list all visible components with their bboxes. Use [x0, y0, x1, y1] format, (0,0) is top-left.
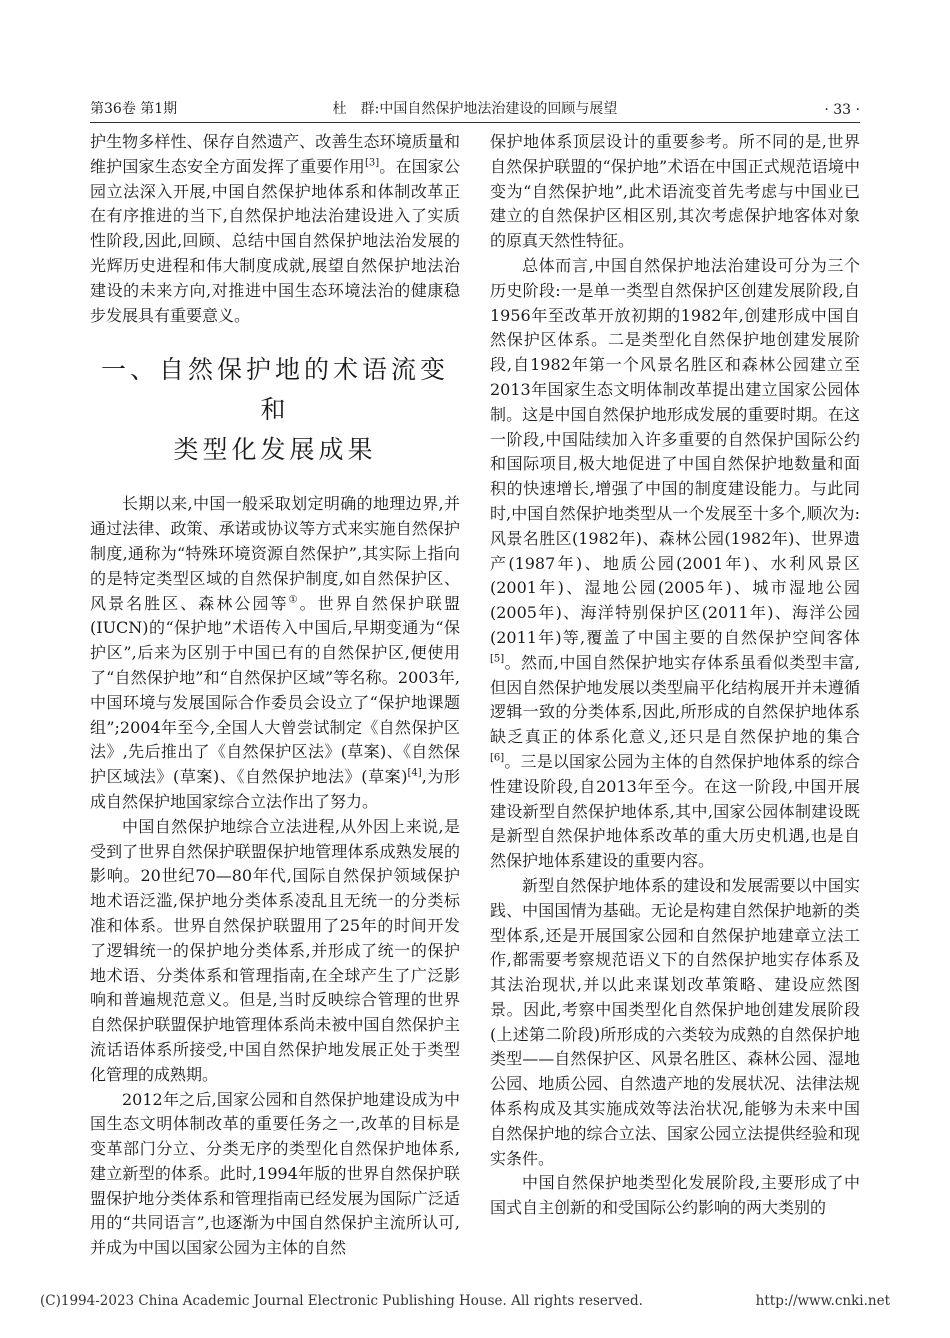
body-paragraph: 保护地体系顶层设计的重要参考。所不同的是,世界自然保护联盟的“保护地”术语在中国正式规范语境中变为“自然保护地”,此术语流变首先考虑与中国业已建立的自然保护区相区别,其次考虑保护地客体对象的原真天然性特征。 — [490, 132, 860, 251]
intro-paragraph: 护生物多样性、保存自然遗产、改善生态环境质量和维护国家生态安全方面发挥了重要作用[3]。在国家公园立法深入开展,中国自然保护地体系和体制改革正在有序推进的当下,自然保护地法治建设进入了实质性阶段,因此,回顾、总结中国自然保护地法治发展的光辉历史进程和伟大制度成就,展望自然保护地法治建设的未来方向,对推进中国生态环境法治的健康稳步发展具有重要意义。 — [90, 132, 460, 325]
body-paragraph: 中国自然保护地综合立法进程,从外因上来说,是受到了世界自然保护联盟保护地管理体系成熟发展的影响。20世纪70—80年代,国际自然保护领域保护地术语泛滥,保护地分类体系凌乱且无统一的分类标准和体系。世界自然保护联盟用了25年的时间开发了逻辑统一的保护地分类体系,并形成了统一的保护地术语、分类体系和管理指南,在全球产生了广泛影响和普遍规范意义。但是,当时反映综合管理的世界自然保护联盟保护地管理体系尚未被中国自然保护主流话语体系所接受,中国自然保护地发展正处于类型化管理的成熟期。 — [90, 816, 460, 1084]
article-running-title: 杜 群:中国自然保护地法治建设的回顾与展望 — [332, 101, 618, 117]
body-paragraph: 新型自然保护地体系的建设和发展需要以中国实践、中国国情为基础。无论是构建自然保护地新的类型体系,还是开展国家公园和自然保护地建章立法工作,都需要考察规范语义下的自然保护地实存体系及其法治现状,并以此来谋划改革策略、建设应然图景。因此,考察中国类型化自然保护地创建发展阶段(上述第二阶段)所形成的六类较为成熟的自然保护地类型——自然保护区、风景名胜区、森林公园、湿地公园、地质公园、自然遗产地的发展状况、法律法规体系构成及其实施成效等法治状况,能够为未来中国自然保护地的综合立法、国家公园立法提供经验和现实条件。 — [490, 875, 860, 1168]
section-heading — [90, 350, 460, 470]
cnki-link[interactable]: http://www.cnki.net — [755, 1293, 890, 1309]
page-number: · 33 · — [824, 102, 860, 118]
copyright-text: (C)1994-2023 China Academic Journal Electronic Publishing House. All rights reserved. — [40, 1293, 643, 1309]
citation-ref[interactable]: [3] — [364, 157, 380, 169]
citation-ref[interactable]: [4] — [407, 767, 422, 779]
section-heading-line1: 一、自然保护地的术语流变和 — [100, 355, 449, 425]
section-heading-line2: 类型化发展成果 — [173, 435, 377, 465]
left-column — [90, 130, 460, 1261]
body-paragraph: 总体而言,中国自然保护地法治建设可分为三个历史阶段:一是单一类型自然保护区创建发展阶段,自1956年至改革开放初期的1982年,创建形成中国自然保护区体系。二是类型化自然保护地创建发展阶段,自1982年第一个风景名胜区和森林公园建立至2013年国家生态文明体制改革提出建立国家公园体制。这是中国自然保护地形成发展的重要时期。在这一阶段,中国陆续加入许多重要的自然保护国际公约和国际项目,极大地促进了中国自然保护地数量和面积的快速增长,增强了中国的制度建设能力。与此同时,中国自然保护地类型从一个发展至十多个,顺次为:风景名胜区(1982年)、森林公园(1982年)、世界遗产(1987年)、地质公园(2001年)、水利风景区(2001年)、湿地公园(2005年)、城市湿地公园(2005年)、海洋特别保护区(2011年)、海洋公园(2011年)等,覆盖了中国主要的自然保护空间客体[5]。然而,中国自然保护地实存体系虽看似类型丰富,但因自然保护地发展以类型扁平化结构展开并未遵循逻辑一致的分类体系,因此,所形成的自然保护地体系缺乏真正的体系化意义,还只是自然保护地的集合[6]。三是以国家公园为主体的自然保护地体系的综合性建设阶段,自2013年至今。在这一阶段,中国开展建设新型自然保护地体系,其中,国家公园体制建设既是新型自然保护地体系改革的重大历史机遇,也是自然保护地体系建设的重要内容。 — [490, 255, 860, 871]
citation-ref[interactable]: [6] — [490, 752, 505, 764]
body-paragraph: 中国自然保护地类型化发展阶段,主要形成了中国式自主创新的和受国际公约影响的两大类别的 — [490, 1173, 860, 1218]
copyright-footer — [40, 1293, 890, 1309]
running-header — [90, 92, 860, 123]
journal-volume: 第36卷 第1期 — [90, 101, 178, 117]
body-paragraph: 2012年之后,国家公园和自然保护地建设成为中国生态文明体制改革的重要任务之一,改革的目标是变革部门分立、分类无序的类型化自然保护地体系,建立新型的体系。此时,1994年版的世界自然保护联盟保护地分类体系和管理指南已经发展为国际广泛适用的“共同语言”,也逐渐为中国自然保护主流所认可,并成为中国以国家公园为主体的自然 — [90, 1089, 460, 1258]
footnote-ref[interactable]: ① — [288, 594, 300, 606]
body-paragraph: 长期以来,中国一般采取划定明确的地理边界,并通过法律、政策、承诺或协议等方式来实施自然保护制度,通称为“特殊环境资源自然保护”,其实际上指向的是特定类型区域的自然保护制度,如自然保护区、风景名胜区、森林公园等①。世界自然保护联盟(IUCN)的“保护地”术语传入中国后,早期变通为“保护区”,后来为区别于中国已有的自然保护区,便使用了“自然保护地”和“自然保护区域”等名称。2003年,中国环境与发展国际合作委员会设立了“保护地课题组”;2004年至今,全国人大曾尝试制定《自然保护区法》,先后推出了《自然保护区法》(草案)、《自然保护区域法》(草案)、《自然保护地法》(草案)[4],为形成自然保护地国家综合立法作出了努力。 — [90, 494, 460, 811]
citation-ref[interactable]: [5] — [490, 653, 505, 665]
right-column — [490, 130, 860, 1221]
